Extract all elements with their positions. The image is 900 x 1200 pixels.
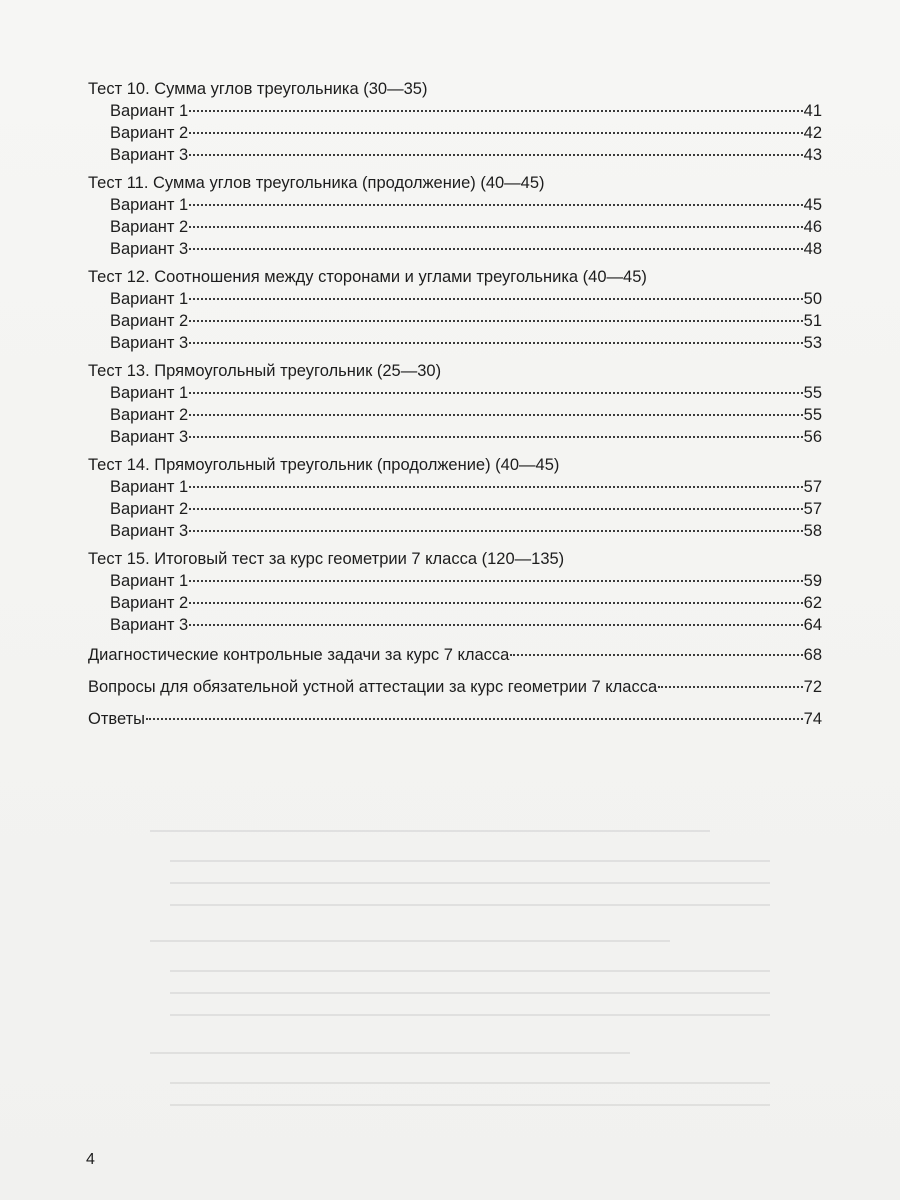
entry-page-number: 68 <box>803 646 822 664</box>
toc-entry <box>88 476 822 498</box>
toc-entry <box>88 238 822 260</box>
entry-label: Вариант 2 <box>110 124 189 142</box>
entry-label: Вариант 3 <box>110 240 189 258</box>
toc-entry <box>88 288 822 310</box>
toc-section-test-15 <box>88 548 822 636</box>
dot-leader <box>658 686 802 688</box>
entry-page-number: 43 <box>803 146 822 164</box>
toc-entry <box>88 520 822 542</box>
dot-leader <box>189 508 802 510</box>
toc-entry <box>88 194 822 216</box>
dot-leader <box>189 436 802 438</box>
entry-page-number: 57 <box>803 500 822 518</box>
entry-page-number: 55 <box>803 384 822 402</box>
dot-leader <box>189 226 802 228</box>
entry-page-number: 64 <box>803 616 822 634</box>
entry-page-number: 57 <box>803 478 822 496</box>
entry-label: Вариант 2 <box>110 500 189 518</box>
toc-entry <box>88 382 822 404</box>
toc-section-test-12 <box>88 266 822 354</box>
entry-page-number: 55 <box>803 406 822 424</box>
dot-leader <box>189 248 802 250</box>
section-title: Тест 13. Прямоугольный треугольник (25—30) <box>88 362 442 380</box>
entry-page-number: 50 <box>803 290 822 308</box>
toc-section-test-14 <box>88 454 822 542</box>
toc-entry <box>88 592 822 614</box>
toc-entry <box>88 310 822 332</box>
dot-leader <box>510 654 802 656</box>
toc-entry <box>88 216 822 238</box>
toc-entry-diagnostic-tasks <box>88 644 822 666</box>
entry-label: Диагностические контрольные задачи за курс 7 класса <box>88 646 510 664</box>
entry-label: Вариант 2 <box>110 406 189 424</box>
entry-label: Вариант 3 <box>110 334 189 352</box>
toc-section-test-10 <box>88 78 822 166</box>
dot-leader <box>189 342 802 344</box>
entry-page-number: 62 <box>803 594 822 612</box>
toc-entry <box>88 332 822 354</box>
dot-leader <box>189 624 802 626</box>
entry-page-number: 59 <box>803 572 822 590</box>
entry-page-number: 42 <box>803 124 822 142</box>
entry-page-number: 53 <box>803 334 822 352</box>
dot-leader <box>189 204 802 206</box>
dot-leader <box>189 530 802 532</box>
dot-leader <box>189 110 802 112</box>
dot-leader <box>189 414 802 416</box>
section-title: Тест 11. Сумма углов треугольника (продолжение) (40—45) <box>88 174 545 192</box>
dot-leader <box>189 132 802 134</box>
section-title: Тест 12. Соотношения между сторонами и углами треугольника (40—45) <box>88 268 647 286</box>
dot-leader <box>146 718 803 720</box>
entry-label: Вариант 3 <box>110 616 189 634</box>
toc-entry-oral-questions <box>88 676 822 698</box>
toc-entry-answers <box>88 708 822 730</box>
entry-label: Вариант 2 <box>110 312 189 330</box>
toc-entry <box>88 614 822 636</box>
toc-entry <box>88 144 822 166</box>
section-title: Тест 15. Итоговый тест за курс геометрии 7 класса (120—135) <box>88 550 565 568</box>
toc-entry <box>88 100 822 122</box>
dot-leader <box>189 580 802 582</box>
entry-label: Вариант 1 <box>110 196 189 214</box>
toc-entry <box>88 404 822 426</box>
entry-page-number: 74 <box>803 710 822 728</box>
toc-entry <box>88 498 822 520</box>
entry-label: Вопросы для обязательной устной аттестации за курс геометрии 7 класса <box>88 678 658 696</box>
dot-leader <box>189 602 802 604</box>
dot-leader <box>189 320 802 322</box>
toc-entry <box>88 426 822 448</box>
entry-label: Вариант 1 <box>110 478 189 496</box>
entry-label: Вариант 3 <box>110 522 189 540</box>
dot-leader <box>189 486 802 488</box>
dot-leader <box>189 392 802 394</box>
entry-label: Вариант 3 <box>110 428 189 446</box>
entry-label: Ответы <box>88 710 146 728</box>
entry-page-number: 45 <box>803 196 822 214</box>
entry-label: Вариант 1 <box>110 572 189 590</box>
entry-page-number: 46 <box>803 218 822 236</box>
entry-page-number: 51 <box>803 312 822 330</box>
entry-label: Вариант 1 <box>110 290 189 308</box>
entry-page-number: 48 <box>803 240 822 258</box>
entry-label: Вариант 2 <box>110 594 189 612</box>
page-number: 4 <box>86 1151 95 1168</box>
bleed-through-texture <box>150 820 850 1150</box>
entry-label: Вариант 3 <box>110 146 189 164</box>
entry-label: Вариант 1 <box>110 102 189 120</box>
table-of-contents <box>88 78 822 730</box>
section-title: Тест 10. Сумма углов треугольника (30—35) <box>88 80 428 98</box>
toc-section-test-11 <box>88 172 822 260</box>
dot-leader <box>189 298 802 300</box>
dot-leader <box>189 154 802 156</box>
toc-section-test-13 <box>88 360 822 448</box>
toc-entry <box>88 122 822 144</box>
section-title: Тест 14. Прямоугольный треугольник (продолжение) (40—45) <box>88 456 560 474</box>
entry-label: Вариант 1 <box>110 384 189 402</box>
entry-page-number: 58 <box>803 522 822 540</box>
toc-entry <box>88 570 822 592</box>
entry-page-number: 72 <box>803 678 822 696</box>
entry-page-number: 41 <box>803 102 822 120</box>
entry-label: Вариант 2 <box>110 218 189 236</box>
entry-page-number: 56 <box>803 428 822 446</box>
